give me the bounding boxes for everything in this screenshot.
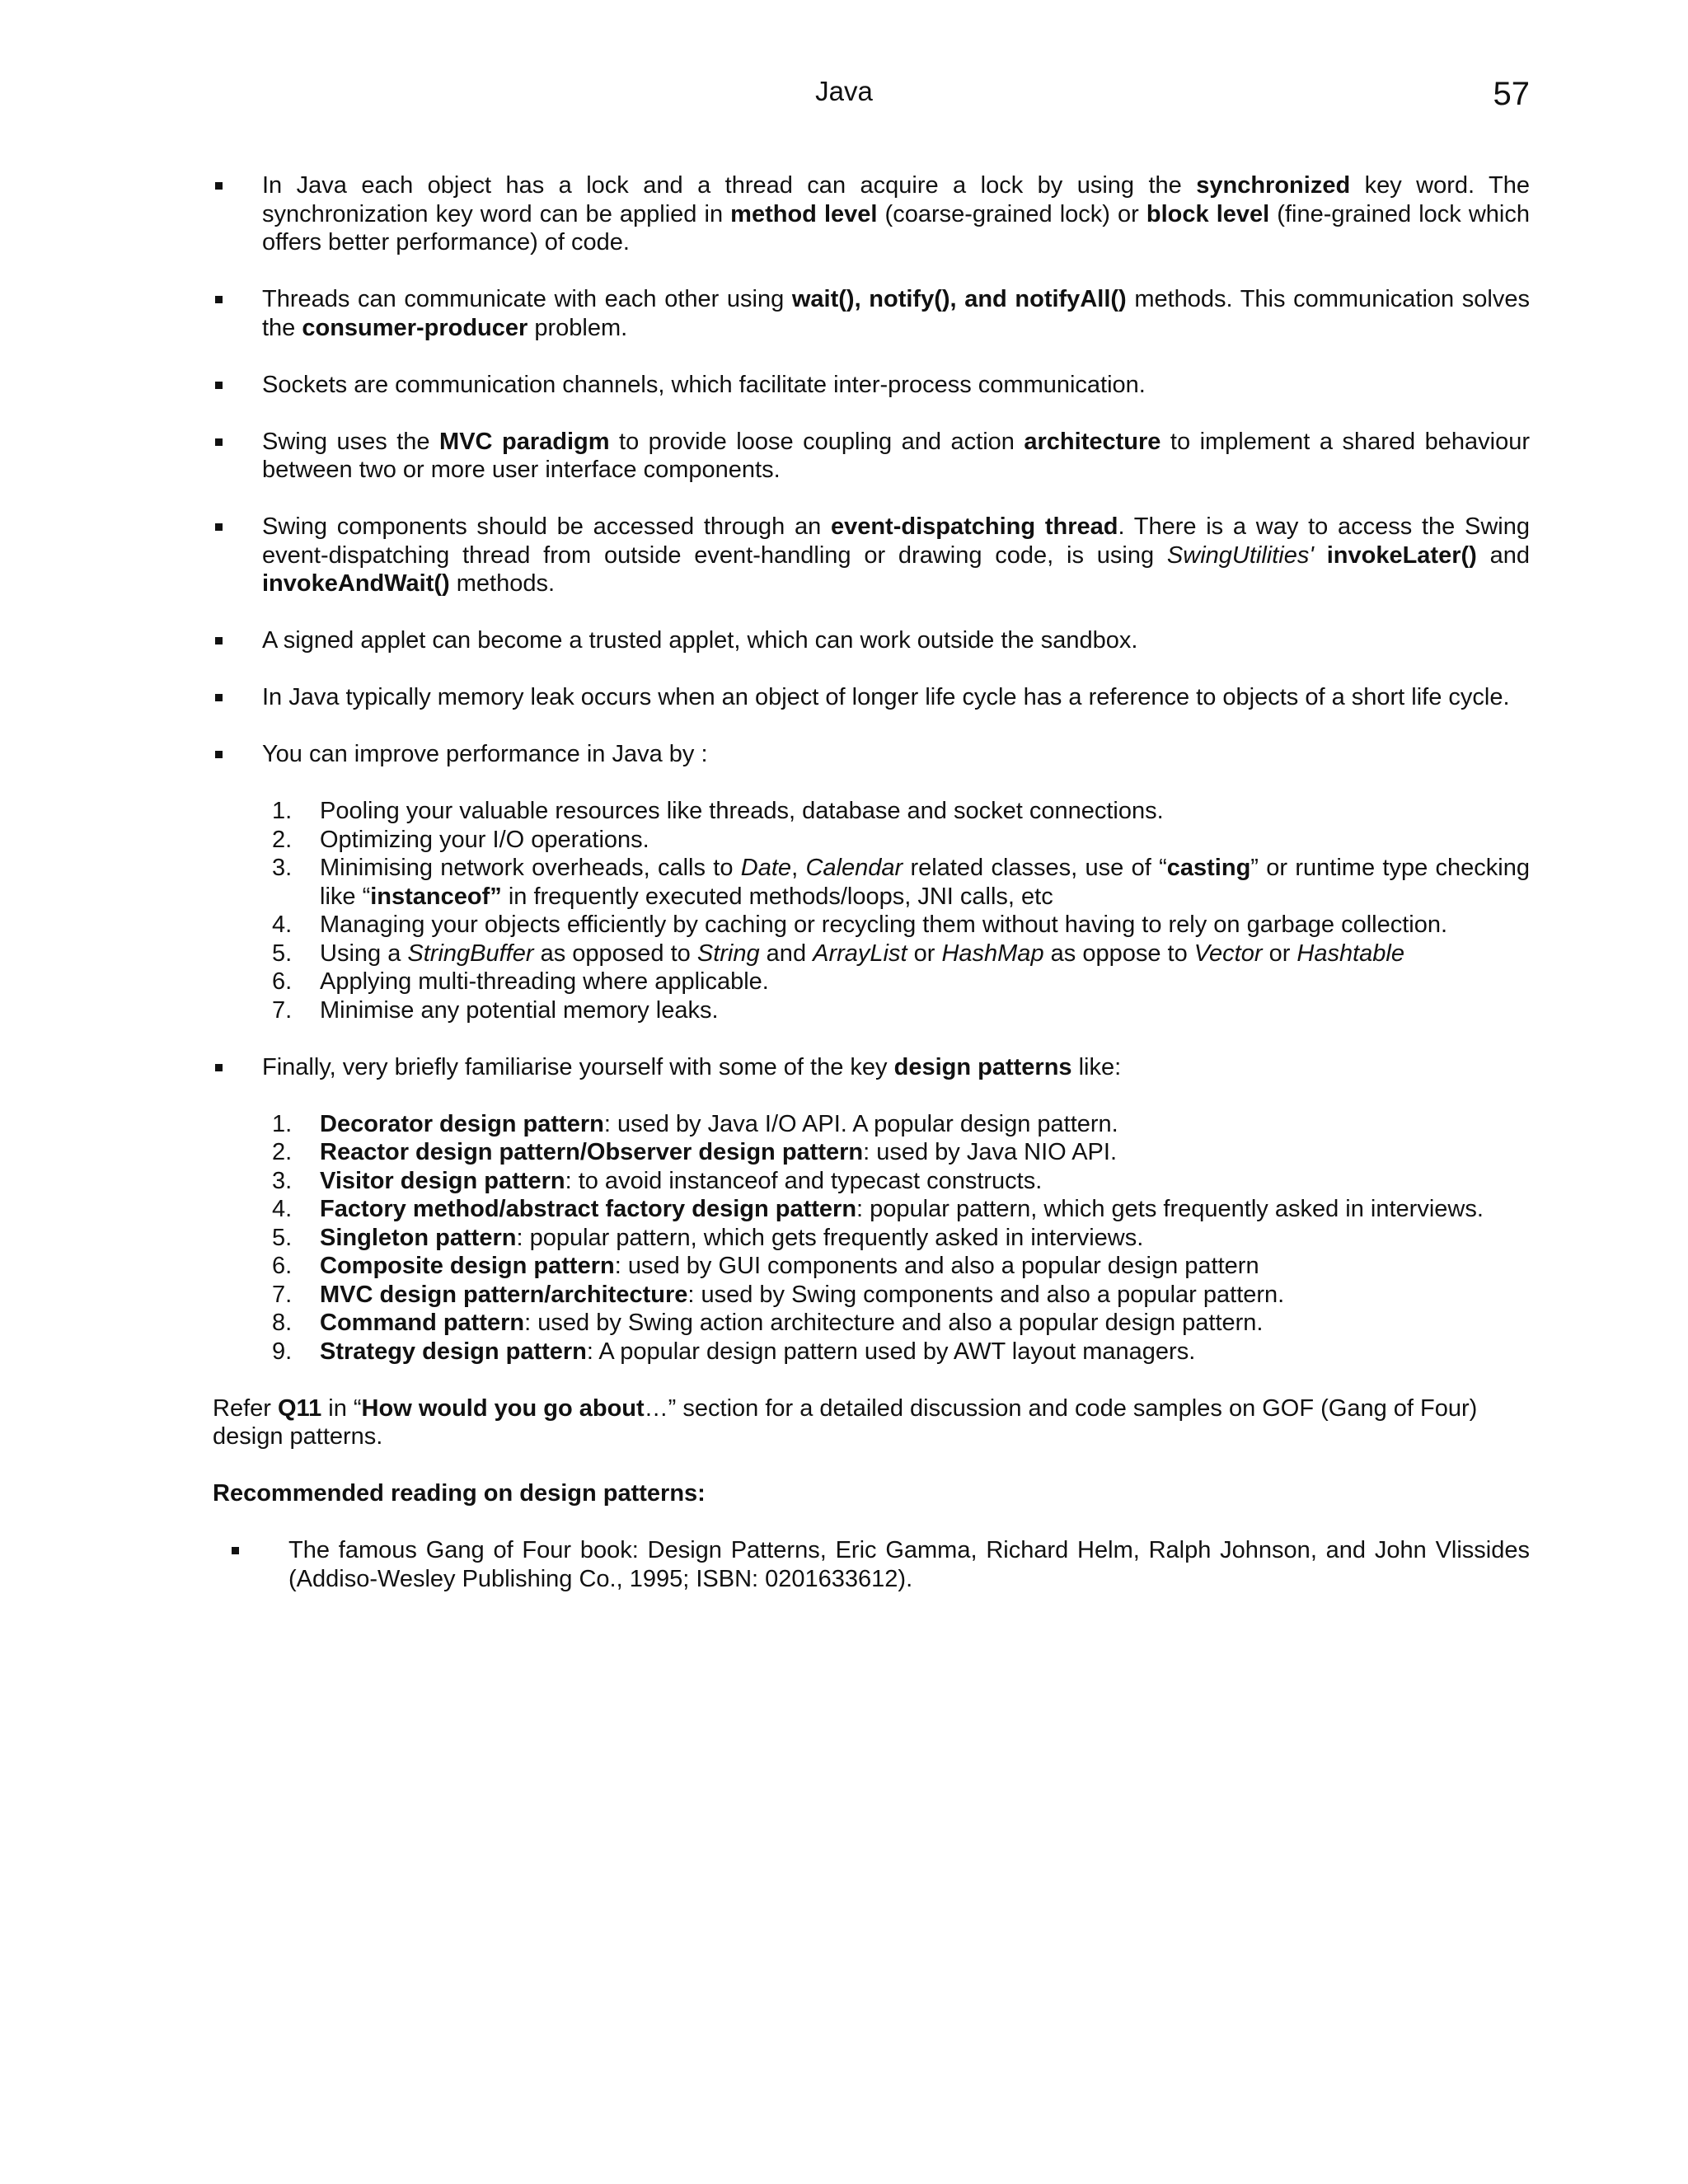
list-item: 5. Using a StringBuffer as opposed to String and ArrayList or HashMap as oppose to Vector or Hashtable (272, 940, 1405, 967)
list-item: 4. Managing your objects efficiently by caching or recycling them without having to rely on garbage collection. (272, 912, 1448, 938)
page-body (213, 171, 1530, 1622)
list-item: 4. Factory method/abstract factory design pattern: popular pattern, which gets frequently asked in interviews. (272, 1196, 1484, 1222)
list-item: 2. Optimizing your I/O operations. (272, 826, 649, 853)
bullet-thread-communication: Threads can communicate with each other using wait(), notify(), and notifyAll() methods. This communication solves the consumer-producer problem. (213, 285, 1530, 342)
bullet-design-patterns: Finally, very briefly familiarise yourself with some of the key design patterns like: (213, 1053, 1530, 1082)
list-item: 1. Decorator design pattern: used by Java I/O API. A popular design pattern. (272, 1110, 1118, 1137)
design-patterns-list (262, 1110, 1530, 1366)
list-item: 2. Reactor design pattern/Observer design pattern: used by Java NIO API. (272, 1139, 1117, 1165)
bullet-event-dispatching: Swing components should be accessed through an event-dispatching thread. There is a way to access the Swing event-dispatching thread from outside event-handling or drawing code, is using SwingUtilities' invokeLater() and invokeAndWait() methods. (213, 513, 1530, 598)
list-item: 8. Command pattern: used by Swing action architecture and also a popular design pattern. (272, 1310, 1264, 1336)
list-item: 5. Singleton pattern: popular pattern, which gets frequently asked in interviews. (272, 1224, 1144, 1251)
list-item: 3. Minimising network overheads, calls to Date, Calendar related classes, use of “casting” or runtime type checking like “instanceof” in frequently executed methods/loops, JNI calls, etc (272, 855, 1530, 910)
recommended-reading-list (213, 1536, 1530, 1593)
bullet-performance: You can improve performance in Java by : (213, 740, 1530, 769)
running-header-title: Java (815, 76, 873, 106)
list-item: 1. Pooling your valuable resources like threads, database and socket connections. (272, 798, 1164, 824)
list-item: 3. Visitor design pattern: to avoid instanceof and typecast constructs. (272, 1167, 1043, 1194)
list-item: 9. Strategy design pattern: A popular design pattern used by AWT layout managers. (272, 1338, 1196, 1365)
performance-tips-list (262, 797, 1530, 1024)
bullet-gof-book: The famous Gang of Four book: Design Patterns, Eric Gamma, Richard Helm, Ralph Johnson, and John Vlissides (Addiso-Wesley Publishing Co., 1995; ISBN: 0201633612). (213, 1536, 1530, 1593)
bullet-signed-applet: A signed applet can become a trusted applet, which can work outside the sandbox. (213, 626, 1530, 655)
refer-paragraph: Refer Q11 in “How would you go about…” section for a detailed discussion and code samples on GOF (Gang of Four) design patterns. (213, 1394, 1478, 1450)
page-number: 57 (1493, 76, 1530, 112)
list-item: 6. Applying multi-threading where applicable. (272, 968, 769, 995)
recommended-reading-heading: Recommended reading on design patterns: (213, 1480, 706, 1507)
list-item: 7. Minimise any potential memory leaks. (272, 996, 719, 1024)
main-bullet-list (213, 171, 1530, 769)
bullet-memory-leak: In Java typically memory leak occurs when an object of longer life cycle has a reference to objects of a short life cycle. (213, 683, 1530, 712)
bullet-synchronized-lock: In Java each object has a lock and a thread can acquire a lock by using the synchronized key word. The synchronization key word can be applied in method level (coarse-grained lock) or block level (fine-grained lock which offers better performance) of code. (213, 171, 1530, 257)
list-item: 6. Composite design pattern: used by GUI components and also a popular design pattern (272, 1253, 1259, 1279)
design-patterns-bullet (213, 1053, 1530, 1082)
bullet-sockets: Sockets are communication channels, which facilitate inter-process communication. (213, 371, 1530, 400)
bullet-swing-mvc: Swing uses the MVC paradigm to provide loose coupling and action architecture to implement a shared behaviour between two or more user interface components. (213, 428, 1530, 485)
list-item: 7. MVC design pattern/architecture: used by Swing components and also a popular pattern. (272, 1281, 1285, 1308)
